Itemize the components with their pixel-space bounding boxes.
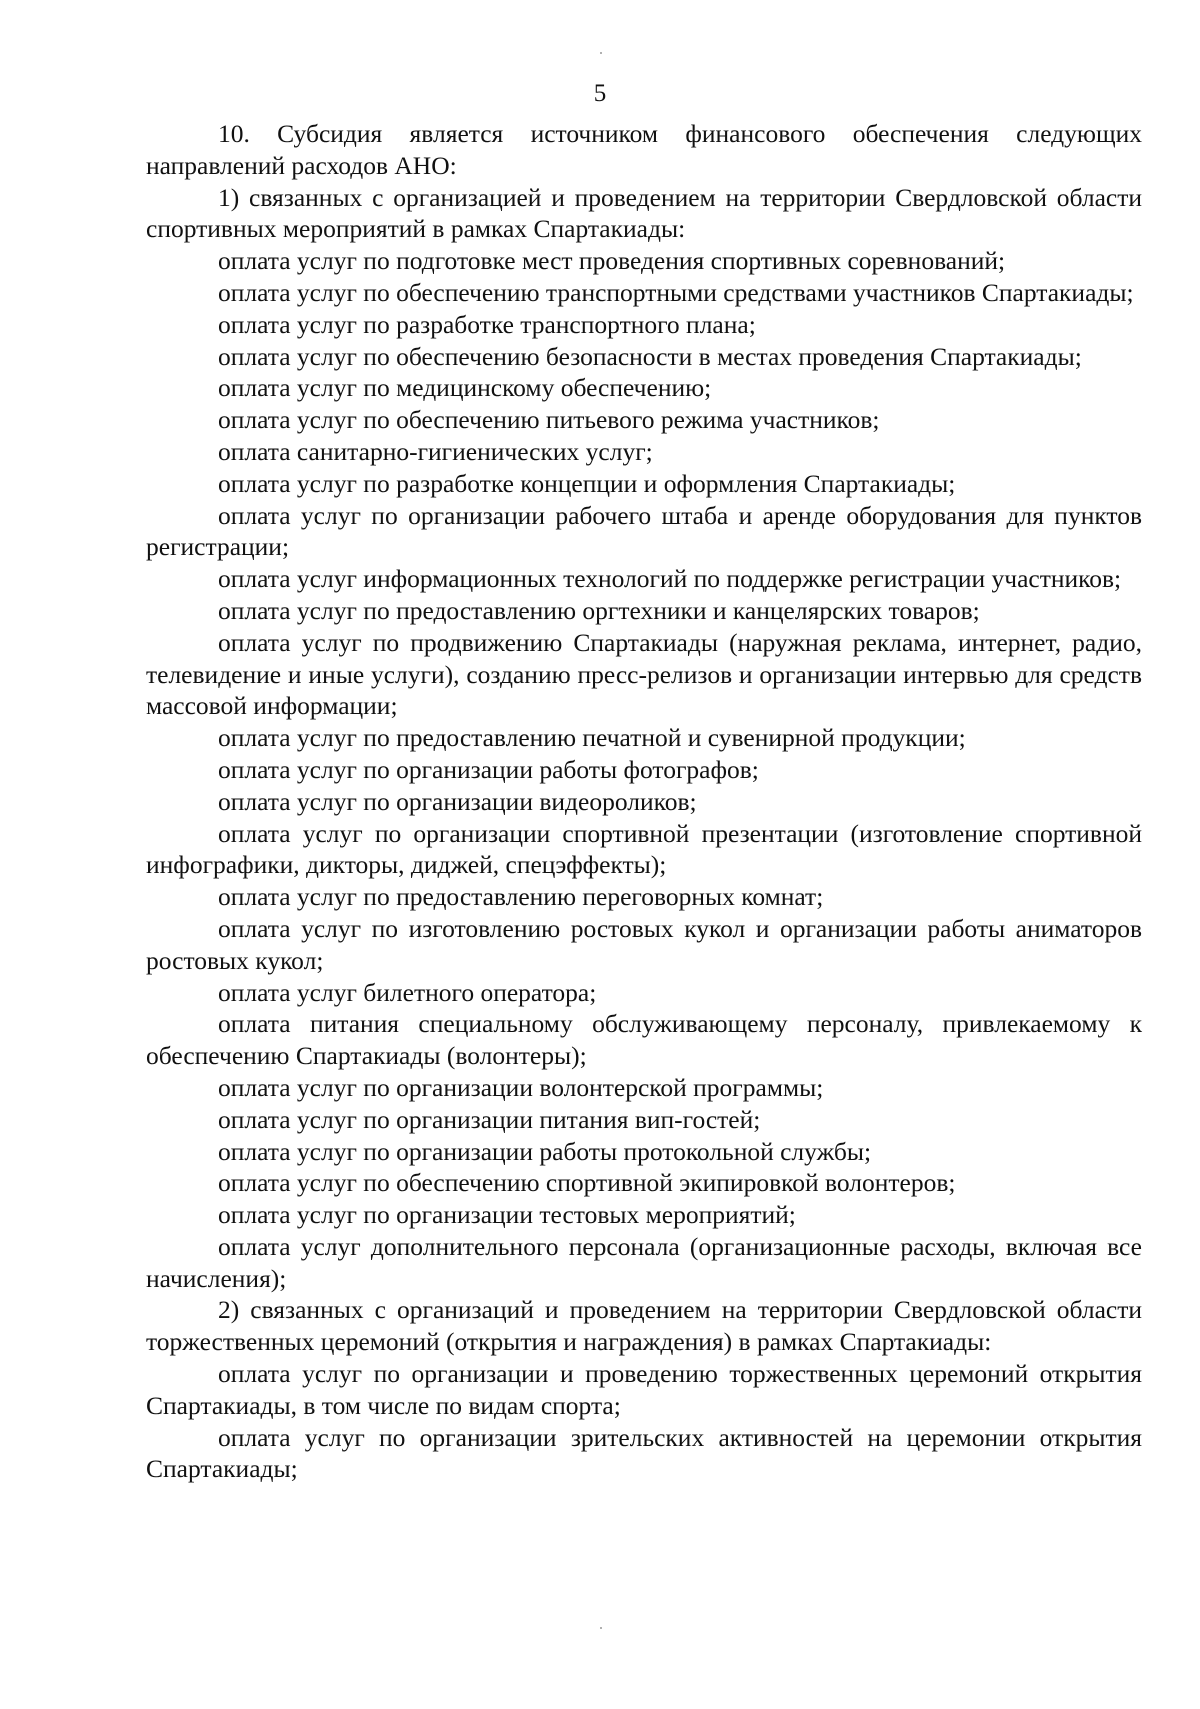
document-body	[146, 118, 1142, 1485]
paragraph: оплата питания специальному обслуживающему персоналу, привлекаемому к обеспечению Спартакиады (волонтеры);	[146, 1009, 1142, 1071]
page-number: 5	[593, 80, 607, 107]
paragraph: оплата услуг по обеспечению транспортными средствами участников Спартакиады;	[218, 277, 1134, 307]
paragraph: оплата услуг по предоставлению печатной и сувенирной продукции;	[218, 723, 966, 753]
scan-mark-top	[600, 52, 602, 54]
paragraph: 1) связанных с организацией и проведением на территории Свердловской области спортивных мероприятий в рамках Спартакиады:	[146, 182, 1142, 244]
paragraph: оплата услуг по продвижению Спартакиады (наружная реклама, интернет, радио, телевидение и иные услуги), созданию пресс-релизов и организации интервью для средств массовой информации;	[146, 627, 1142, 721]
paragraph: оплата услуг по медицинскому обеспечению;	[218, 373, 712, 403]
paragraph: оплата услуг по организации тестовых мероприятий;	[218, 1200, 796, 1230]
paragraph: оплата услуг по организации зрительских активностей на церемонии открытия Спартакиады;	[146, 1422, 1142, 1484]
scan-mark-bottom	[600, 1627, 602, 1629]
paragraph: оплата услуг по организации видеороликов;	[218, 786, 697, 816]
paragraph: оплата услуг по обеспечению питьевого режима участников;	[218, 405, 880, 435]
paragraph: оплата санитарно-гигиенических услуг;	[218, 436, 653, 466]
paragraph: оплата услуг по обеспечению безопасности в местах проведения Спартакиады;	[218, 341, 1082, 371]
paragraph: 2) связанных с организаций и проведением на территории Свердловской области торжественных церемоний (открытия и награждения) в рамках Спартакиады:	[146, 1295, 1142, 1357]
paragraph: оплата услуг по изготовлению ростовых кукол и организации работы аниматоров ростовых кукол;	[146, 913, 1142, 975]
paragraph: оплата услуг дополнительного персонала (организационные расходы, включая все начисления);	[146, 1231, 1142, 1293]
paragraph: оплата услуг по организации волонтерской программы;	[218, 1072, 824, 1102]
paragraph: оплата услуг по организации рабочего штаба и аренде оборудования для пунктов регистрации;	[146, 500, 1142, 562]
paragraph: оплата услуг по организации спортивной презентации (изготовление спортивной инфографики, дикторы, диджей, спецэффекты);	[146, 818, 1142, 880]
paragraph: оплата услуг по предоставлению переговорных комнат;	[218, 882, 824, 912]
paragraph: оплата услуг информационных технологий по поддержке регистрации участников;	[218, 564, 1122, 594]
paragraph: оплата услуг по подготовке мест проведения спортивных соревнований;	[218, 246, 1006, 276]
paragraph: оплата услуг по организации питания вип-гостей;	[218, 1104, 761, 1134]
paragraph: оплата услуг по организации и проведению торжественных церемоний открытия Спартакиады, в том числе по видам спорта;	[146, 1359, 1142, 1420]
paragraph: оплата услуг билетного оператора;	[218, 977, 597, 1007]
paragraph: оплата услуг по организации работы протокольной службы;	[218, 1136, 872, 1166]
paragraph: оплата услуг по разработке транспортного плана;	[218, 309, 756, 339]
paragraph: оплата услуг по обеспечению спортивной экипировкой волонтеров;	[218, 1168, 956, 1198]
paragraph: 10. Субсидия является источником финансового обеспечения следующих направлений расходов АНО:	[146, 119, 1142, 180]
paragraph: оплата услуг по организации работы фотографов;	[218, 754, 759, 784]
paragraph: оплата услуг по разработке концепции и оформления Спартакиады;	[218, 468, 956, 498]
paragraph: оплата услуг по предоставлению оргтехники и канцелярских товаров;	[218, 595, 980, 625]
